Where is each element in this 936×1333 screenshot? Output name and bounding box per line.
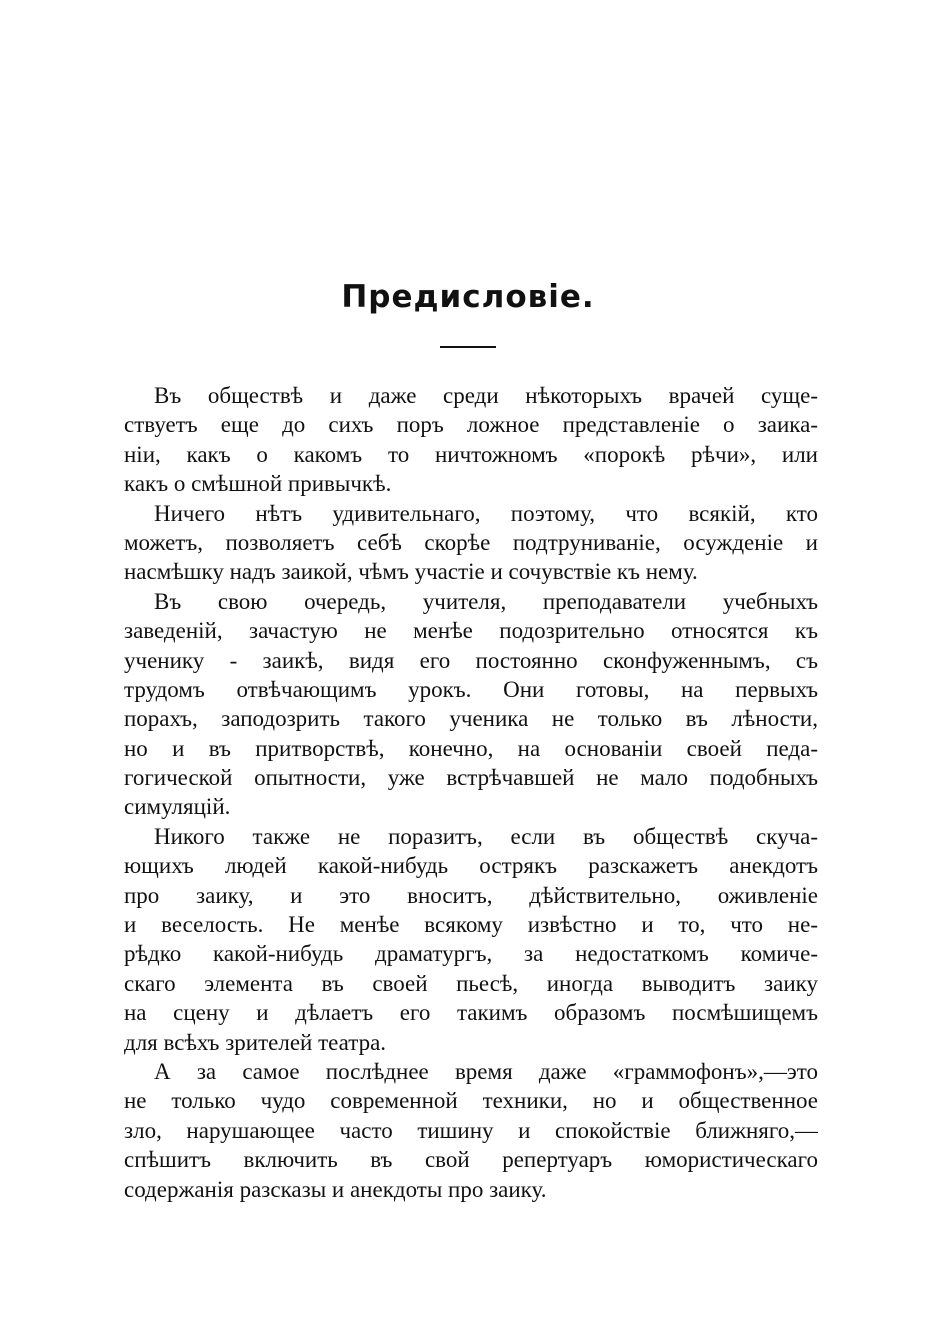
text-line: рѣдко какой-нибудь драматургъ, за недостаткомъ комиче-: [124, 941, 818, 967]
text-line: зло, нарушающее часто тишину и спокойствіе ближняго,—: [124, 1117, 818, 1143]
text-line: ніи, какъ о какомъ то ничтожномъ «порокѣ рѣчи», или: [124, 441, 818, 467]
text-line: не только чудо современной техники, но и общественное: [124, 1088, 818, 1114]
text-line: можетъ, позволяетъ себѣ скорѣе подтруниваніе, осужденіе и: [124, 529, 818, 555]
text-line: Никого также не поразитъ, если въ обществѣ скуча-: [154, 823, 818, 849]
text-line: для всѣхъ зрителей театра.: [124, 1029, 387, 1055]
text-line: про заику, и это вноситъ, дѣйствительно, оживленіе: [124, 882, 818, 908]
title-divider: [440, 346, 496, 348]
text-line: и веселость. Не менѣе всякому извѣстно и то, что не-: [124, 912, 818, 938]
text-line: Въ свою очередь, учителя, преподаватели учебныхъ: [154, 588, 818, 614]
text-line: Ничего нѣтъ удивительнаго, поэтому, что всякій, кто: [154, 500, 818, 526]
text-line: содержанія разсказы и анекдоты про заику.: [124, 1176, 547, 1202]
page-title: Предисловіе.: [341, 279, 595, 315]
text-line: ющихъ людей какой-нибудь острякъ разскажетъ анекдотъ: [124, 853, 818, 879]
text-line: но и въ притворствѣ, конечно, на основаніи своей педа-: [124, 735, 818, 761]
text-line: на сцену и дѣлаетъ его такимъ образомъ посмѣшищемъ: [124, 1000, 818, 1026]
text-line: порахъ, заподозрить такого ученика не только въ лѣности,: [124, 706, 818, 732]
text-line: скаго элемента въ своей пьесѣ, иногда выводитъ заику: [124, 970, 818, 996]
text-line: ствуетъ еще до сихъ поръ ложное представленіе о заика-: [124, 412, 818, 438]
text-line: трудомъ отвѣчающимъ урокъ. Они готовы, на первыхъ: [124, 676, 818, 702]
preface-text: [124, 381, 818, 1204]
text-line: спѣшитъ включить въ свой репертуаръ юмористическаго: [124, 1147, 818, 1173]
text-line: какъ о смѣшной привычкѣ.: [124, 471, 392, 497]
text-line: А за самое послѣднее время даже «граммофонъ»,—это: [154, 1058, 818, 1084]
text-line: заведеній, зачастую не менѣе подозрительно относятся къ: [124, 618, 818, 644]
text-line: симуляцій.: [124, 794, 231, 820]
text-line: насмѣшку надъ заикой, чѣмъ участіе и сочувствіе къ нему.: [124, 559, 698, 585]
text-line: ученику - заикѣ, видя его постоянно сконфуженнымъ, съ: [124, 647, 818, 673]
text-line: Въ обществѣ и даже среди нѣкоторыхъ врачей суще-: [154, 383, 818, 408]
text-line: гогической опытности, уже встрѣчавшей не мало подобныхъ: [124, 765, 818, 791]
